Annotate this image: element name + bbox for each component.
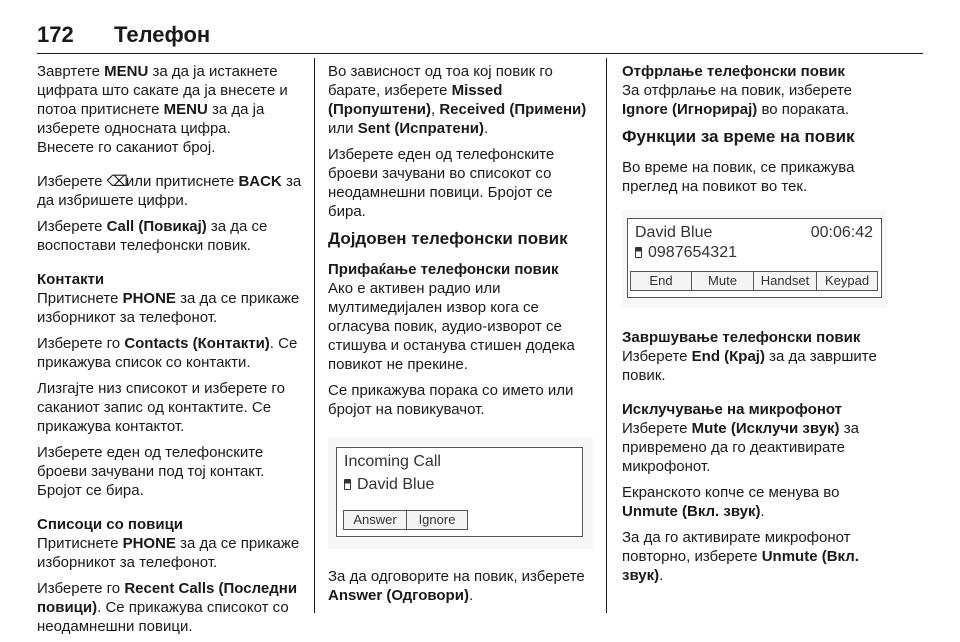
paragraph bbox=[37, 289, 302, 327]
bold-text: Unmute (Вкл. звук) bbox=[622, 503, 761, 520]
page-header bbox=[37, 22, 917, 52]
text: Завртете bbox=[37, 63, 105, 80]
bold-text: Mute (Исклучи звук) bbox=[691, 420, 840, 437]
text: Изберете bbox=[622, 348, 692, 365]
text: Екранското копче се менува во bbox=[622, 484, 840, 501]
subheading-mute-microphone: Исклучување на микрофонот bbox=[622, 401, 843, 418]
answer-button[interactable]: Answer bbox=[343, 510, 407, 530]
handset-button[interactable]: Handset bbox=[753, 271, 817, 291]
caller-name: David Blue bbox=[635, 224, 713, 241]
text: за привремено да го деактивирате микрофонот. bbox=[622, 420, 859, 475]
column-middle bbox=[328, 62, 593, 612]
paragraph bbox=[622, 81, 887, 119]
paragraph: Лизгајте низ списокот и изберете го саканиот запис од контактите. Се прикажува контактот. bbox=[37, 380, 285, 435]
text: или притиснете bbox=[121, 173, 239, 190]
text: За да одговорите на повик, изберете bbox=[328, 568, 585, 585]
text: Притиснете bbox=[37, 535, 123, 552]
section-heading-contacts: Контакти bbox=[37, 271, 105, 288]
bold-text: MENU bbox=[163, 101, 208, 118]
paragraph bbox=[37, 172, 302, 210]
paragraph bbox=[37, 217, 302, 255]
section-heading-incoming-call: Дојдовен телефонски повик bbox=[328, 229, 568, 248]
page-number: 172 bbox=[37, 22, 74, 47]
text: во пораката. bbox=[757, 101, 850, 118]
section-heading-call-lists: Списоци со повици bbox=[37, 516, 184, 533]
number-row bbox=[635, 243, 737, 262]
text: . Се прикажува списокот со неодамнешни повици. bbox=[37, 599, 289, 635]
call-timer: 00:06:42 bbox=[810, 224, 873, 241]
phone-number: 0987654321 bbox=[648, 244, 737, 261]
bold-text: Recent Calls (Последни повици) bbox=[37, 580, 298, 616]
paragraph bbox=[328, 62, 593, 138]
paragraph bbox=[37, 334, 302, 372]
subheading-reject-call: Отфрлање телефонски повик bbox=[622, 63, 845, 80]
paragraph: Изберете еден од телефонските броеви зачувани во списокот со неодамнешни повици. Бројот се бира. bbox=[328, 146, 555, 220]
text: . bbox=[659, 567, 664, 584]
display-frame bbox=[336, 447, 583, 537]
text: или bbox=[328, 120, 358, 137]
text: за да ја истакнете цифрата што сакате да ја внесете и потоа притиснете bbox=[37, 63, 288, 118]
paragraph: Во време на повик, се прикажува преглед на повикот во тек. bbox=[622, 159, 855, 195]
paragraph bbox=[37, 534, 302, 572]
bold-text: PHONE bbox=[122, 535, 176, 552]
paragraph bbox=[37, 62, 302, 157]
paragraph bbox=[622, 483, 887, 521]
header-divider bbox=[37, 53, 923, 54]
text: за да се прикаже изборникот за телефонот. bbox=[37, 535, 300, 571]
mute-button[interactable]: Mute bbox=[691, 271, 754, 291]
paragraph bbox=[622, 347, 887, 385]
text: За да го активирате микрофонот повторно, изберете bbox=[622, 529, 851, 565]
phone-icon bbox=[635, 247, 642, 258]
text: Притиснете bbox=[37, 290, 123, 307]
bold-text: Unmute (Вкл. звук) bbox=[622, 548, 859, 584]
text: За отфрлање на повик, изберете bbox=[622, 82, 853, 99]
text: . bbox=[468, 587, 474, 604]
section-heading-during-call: Функции за време на повик bbox=[622, 127, 855, 146]
text: Изберете bbox=[37, 173, 107, 190]
phone-icon bbox=[344, 479, 351, 490]
bold-text: End (Крај) bbox=[691, 348, 765, 365]
caller-name: David Blue bbox=[357, 476, 435, 493]
text: за да се прикаже изборникот за телефонот. bbox=[37, 290, 300, 326]
screen-title: Incoming Call bbox=[344, 453, 441, 470]
end-button[interactable]: End bbox=[630, 271, 692, 291]
paragraph bbox=[622, 419, 887, 476]
bold-text: Call (Повикај) bbox=[106, 218, 207, 235]
text: . bbox=[760, 503, 765, 520]
paragraph: Изберете еден од телефонските броеви зачувани под тој контакт. Бројот се бира. bbox=[37, 444, 265, 499]
paragraph bbox=[622, 528, 887, 585]
page-title: Телефон bbox=[114, 22, 211, 47]
text: . bbox=[484, 120, 489, 137]
text: . Се прикажува список со контакти. bbox=[37, 335, 298, 371]
subheading-accept-call: Прифаќање телефонски повик bbox=[328, 261, 559, 278]
column-right bbox=[622, 62, 887, 592]
text: , bbox=[430, 101, 440, 118]
bold-text: Contacts (Контакти) bbox=[124, 335, 270, 352]
text: Изберете го bbox=[37, 335, 125, 352]
keypad-button[interactable]: Keypad bbox=[816, 271, 878, 291]
subheading-end-call: Завршување телефонски повик bbox=[622, 329, 861, 346]
text: Во зависност од тоа кој повик го барате, изберете bbox=[328, 63, 553, 99]
column-divider bbox=[314, 58, 315, 613]
bold-text: Missed (Пропуштени) bbox=[328, 82, 503, 118]
text: Внесете го саканиот број. bbox=[37, 139, 216, 156]
display-frame bbox=[627, 218, 882, 298]
bold-text: Sent (Испратени) bbox=[357, 120, 485, 137]
bold-text: PHONE bbox=[122, 290, 176, 307]
bold-text: MENU bbox=[104, 63, 149, 80]
bold-text: BACK bbox=[238, 173, 282, 190]
paragraph: Ако е активен радио или мултимедијален извор кога се огласува повик, аудио-изворот се стишува и останува стишен додека повикот не прекине. bbox=[328, 280, 575, 373]
active-call-screen-illustration bbox=[622, 210, 887, 308]
bold-text: Received (Примени) bbox=[439, 101, 587, 118]
backspace-icon: ⌫ bbox=[106, 173, 128, 190]
text: за да се воспостави телефонски повик. bbox=[37, 218, 268, 254]
text: за да ја изберете односната цифра. bbox=[37, 101, 265, 137]
paragraph: Се прикажува порака со името или бројот на повикувачот. bbox=[328, 382, 574, 418]
column-left bbox=[37, 62, 302, 642]
incoming-call-screen-illustration bbox=[328, 437, 593, 549]
ignore-button[interactable]: Ignore bbox=[406, 510, 468, 530]
text: Изберете bbox=[622, 420, 692, 437]
bold-text: Ignore (Игнорирај) bbox=[622, 101, 758, 118]
text: Изберете bbox=[37, 218, 107, 235]
paragraph bbox=[328, 567, 593, 605]
bold-text: Answer (Одговори) bbox=[328, 587, 469, 604]
text: Изберете го bbox=[37, 580, 125, 597]
text: за да избришете цифри. bbox=[37, 173, 302, 209]
text: за да завршите повик. bbox=[622, 348, 877, 384]
column-divider bbox=[606, 58, 607, 613]
paragraph bbox=[37, 579, 302, 636]
caller-row bbox=[344, 475, 434, 494]
